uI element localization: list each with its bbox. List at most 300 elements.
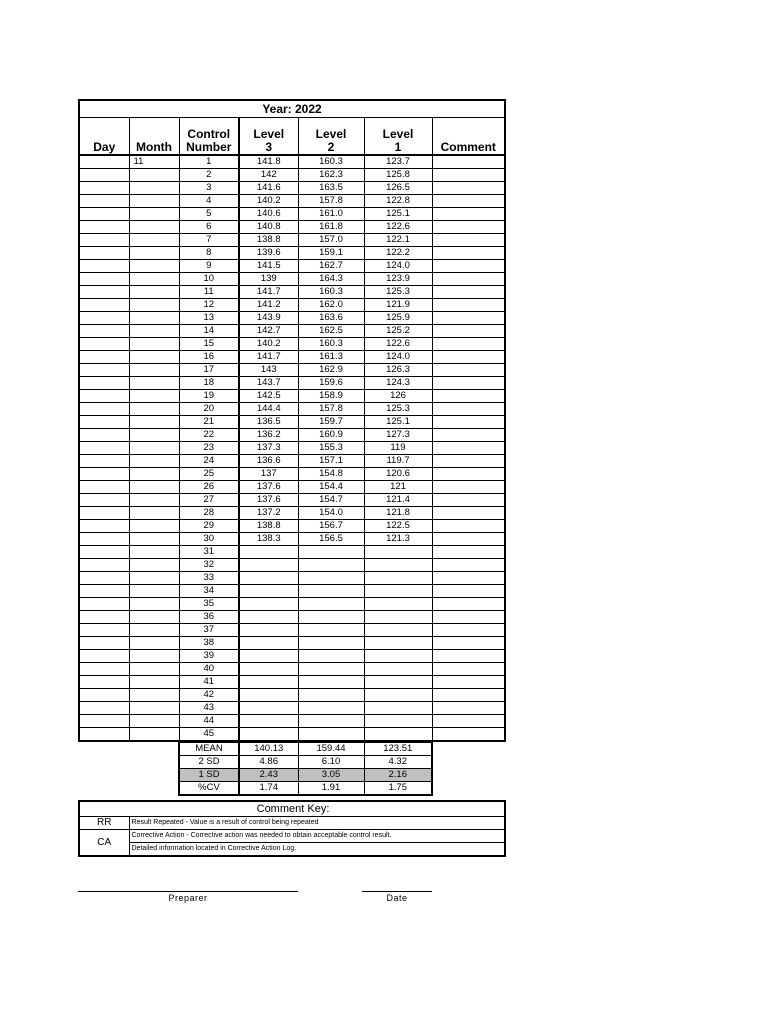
comment-cell <box>432 520 505 533</box>
comment-cell <box>432 312 505 325</box>
month-cell <box>129 585 179 598</box>
level-2-cell <box>298 598 364 611</box>
month-cell <box>129 416 179 429</box>
level-3-cell <box>239 676 298 689</box>
level-2-cell: 154.0 <box>298 507 364 520</box>
comment-cell <box>432 442 505 455</box>
level-3-cell: 141.5 <box>239 260 298 273</box>
level-3-cell: 137.2 <box>239 507 298 520</box>
day-cell <box>79 624 129 637</box>
control-number-cell: 44 <box>179 715 239 728</box>
day-cell <box>79 598 129 611</box>
stat-level-1: 4.32 <box>364 756 432 769</box>
month-cell <box>129 702 179 715</box>
table-row <box>79 702 505 715</box>
header-level-2: Level 2 <box>298 118 364 156</box>
control-number-cell: 14 <box>179 325 239 338</box>
control-number-cell: 4 <box>179 195 239 208</box>
comment-cell <box>432 286 505 299</box>
level-2-cell: 159.7 <box>298 416 364 429</box>
table-row <box>79 442 505 455</box>
day-cell <box>79 234 129 247</box>
level-1-cell: 121.8 <box>364 507 432 520</box>
table-row <box>79 689 505 702</box>
rr-code: RR <box>79 817 129 830</box>
control-number-cell: 24 <box>179 455 239 468</box>
level-3-cell: 142.5 <box>239 390 298 403</box>
table-row <box>79 208 505 221</box>
control-number-cell: 19 <box>179 390 239 403</box>
level-3-cell <box>239 611 298 624</box>
table-row <box>79 312 505 325</box>
rr-description: Result Repeated - Value is a result of control being repeated <box>129 817 505 830</box>
day-cell <box>79 702 129 715</box>
comment-cell <box>432 637 505 650</box>
stat-level-2: 1.91 <box>298 782 364 796</box>
month-cell <box>129 273 179 286</box>
level-1-cell: 127.3 <box>364 429 432 442</box>
table-row <box>79 221 505 234</box>
month-cell <box>129 455 179 468</box>
month-cell <box>129 247 179 260</box>
table-row <box>79 390 505 403</box>
level-2-cell: 160.3 <box>298 155 364 169</box>
header-control-number: Control Number <box>179 118 239 156</box>
day-cell <box>79 650 129 663</box>
level-3-cell: 141.7 <box>239 286 298 299</box>
control-number-cell: 6 <box>179 221 239 234</box>
level-2-cell: 162.0 <box>298 299 364 312</box>
level-2-cell: 162.5 <box>298 325 364 338</box>
control-number-cell: 15 <box>179 338 239 351</box>
control-number-cell: 9 <box>179 260 239 273</box>
level-3-cell <box>239 689 298 702</box>
control-number-cell: 42 <box>179 689 239 702</box>
month-cell <box>129 728 179 742</box>
table-row <box>79 338 505 351</box>
table-row <box>79 169 505 182</box>
level-2-cell: 154.4 <box>298 481 364 494</box>
comment-cell <box>432 429 505 442</box>
level-1-cell <box>364 663 432 676</box>
level-1-cell <box>364 598 432 611</box>
table-row <box>79 624 505 637</box>
day-cell <box>79 390 129 403</box>
stat-level-3: 140.13 <box>239 743 298 756</box>
level-2-cell: 157.8 <box>298 403 364 416</box>
comment-cell <box>432 273 505 286</box>
level-1-cell: 124.3 <box>364 377 432 390</box>
table-row <box>79 533 505 546</box>
month-cell <box>129 182 179 195</box>
header-level-1: Level 1 <box>364 118 432 156</box>
level-3-cell: 137 <box>239 468 298 481</box>
control-number-cell: 38 <box>179 637 239 650</box>
level-3-cell: 136.6 <box>239 455 298 468</box>
level-3-cell <box>239 663 298 676</box>
day-cell <box>79 481 129 494</box>
day-cell <box>79 455 129 468</box>
level-1-cell <box>364 728 432 742</box>
month-cell <box>129 715 179 728</box>
month-cell <box>129 481 179 494</box>
level-2-cell <box>298 546 364 559</box>
day-cell <box>79 429 129 442</box>
stats-row <box>179 769 432 782</box>
level-1-cell <box>364 650 432 663</box>
level-3-cell: 142.7 <box>239 325 298 338</box>
level-2-cell: 160.3 <box>298 338 364 351</box>
level-1-cell: 119 <box>364 442 432 455</box>
level-1-cell: 122.2 <box>364 247 432 260</box>
level-2-cell <box>298 611 364 624</box>
comment-cell <box>432 169 505 182</box>
comment-cell <box>432 364 505 377</box>
table-row <box>79 572 505 585</box>
control-number-cell: 33 <box>179 572 239 585</box>
level-1-cell: 126 <box>364 390 432 403</box>
level-1-cell: 122.6 <box>364 221 432 234</box>
level-1-cell: 125.1 <box>364 208 432 221</box>
level-2-cell: 163.6 <box>298 312 364 325</box>
level-2-cell: 160.3 <box>298 286 364 299</box>
comment-cell <box>432 468 505 481</box>
day-cell <box>79 403 129 416</box>
level-1-cell: 125.3 <box>364 286 432 299</box>
month-cell <box>129 195 179 208</box>
comment-cell <box>432 299 505 312</box>
comment-cell <box>432 650 505 663</box>
day-cell <box>79 221 129 234</box>
comment-cell <box>432 663 505 676</box>
stat-level-2: 3.05 <box>298 769 364 782</box>
level-2-cell: 157.1 <box>298 455 364 468</box>
level-3-cell <box>239 702 298 715</box>
level-1-cell: 123.7 <box>364 155 432 169</box>
month-cell <box>129 234 179 247</box>
level-2-cell <box>298 572 364 585</box>
header-month: Month <box>129 118 179 156</box>
level-1-cell: 126.5 <box>364 182 432 195</box>
day-cell <box>79 351 129 364</box>
ca-description-1: Corrective Action - Corrective action was needed to obtain acceptable control result. <box>129 830 505 843</box>
level-1-cell: 123.9 <box>364 273 432 286</box>
comment-cell <box>432 611 505 624</box>
level-1-cell: 124.0 <box>364 260 432 273</box>
stat-label: 1 SD <box>179 769 239 782</box>
control-number-cell: 28 <box>179 507 239 520</box>
comment-cell <box>432 155 505 169</box>
level-1-cell <box>364 715 432 728</box>
day-cell <box>79 364 129 377</box>
table-row <box>79 715 505 728</box>
level-1-cell: 122.6 <box>364 338 432 351</box>
comment-cell <box>432 546 505 559</box>
month-cell <box>129 624 179 637</box>
table-row <box>79 429 505 442</box>
comment-cell <box>432 195 505 208</box>
comment-cell <box>432 377 505 390</box>
table-row <box>79 611 505 624</box>
day-cell <box>79 520 129 533</box>
level-1-cell: 122.1 <box>364 234 432 247</box>
month-cell <box>129 520 179 533</box>
level-3-cell <box>239 715 298 728</box>
table-row <box>79 676 505 689</box>
comment-cell <box>432 260 505 273</box>
table-row <box>79 585 505 598</box>
table-row <box>79 351 505 364</box>
level-3-cell <box>239 559 298 572</box>
level-2-cell <box>298 637 364 650</box>
stat-level-1: 1.75 <box>364 782 432 796</box>
level-3-cell: 136.2 <box>239 429 298 442</box>
level-3-cell: 139 <box>239 273 298 286</box>
table-row <box>79 377 505 390</box>
comment-key-table <box>78 800 506 857</box>
level-2-cell <box>298 702 364 715</box>
level-2-cell <box>298 689 364 702</box>
level-2-cell <box>298 715 364 728</box>
level-1-cell <box>364 585 432 598</box>
day-cell <box>79 377 129 390</box>
day-cell <box>79 416 129 429</box>
level-1-cell: 125.8 <box>364 169 432 182</box>
month-cell <box>129 494 179 507</box>
level-2-cell: 157.8 <box>298 195 364 208</box>
comment-cell <box>432 715 505 728</box>
day-cell <box>79 533 129 546</box>
day-cell <box>79 689 129 702</box>
day-cell <box>79 728 129 742</box>
stat-label: 2 SD <box>179 756 239 769</box>
level-1-cell <box>364 611 432 624</box>
level-3-cell: 142 <box>239 169 298 182</box>
comment-cell <box>432 416 505 429</box>
comment-cell <box>432 702 505 715</box>
table-row <box>79 195 505 208</box>
month-cell <box>129 364 179 377</box>
day-cell <box>79 468 129 481</box>
level-3-cell: 141.7 <box>239 351 298 364</box>
comment-cell <box>432 507 505 520</box>
table-row <box>79 247 505 260</box>
month-cell <box>129 650 179 663</box>
table-row <box>79 182 505 195</box>
table-row <box>79 637 505 650</box>
control-number-cell: 27 <box>179 494 239 507</box>
stat-level-3: 1.74 <box>239 782 298 796</box>
control-number-cell: 17 <box>179 364 239 377</box>
statistics-table <box>178 742 433 796</box>
comment-cell <box>432 351 505 364</box>
comment-key-title: Comment Key: <box>79 801 505 817</box>
control-number-cell: 21 <box>179 416 239 429</box>
level-1-cell: 121.9 <box>364 299 432 312</box>
day-cell <box>79 260 129 273</box>
control-number-cell: 45 <box>179 728 239 742</box>
comment-cell <box>432 689 505 702</box>
comment-cell <box>432 338 505 351</box>
month-cell <box>129 299 179 312</box>
control-number-cell: 7 <box>179 234 239 247</box>
table-row <box>79 273 505 286</box>
level-3-cell <box>239 585 298 598</box>
level-2-cell <box>298 585 364 598</box>
header-comment: Comment <box>432 118 505 156</box>
level-1-cell: 121.4 <box>364 494 432 507</box>
date-label: Date <box>386 893 408 903</box>
day-cell <box>79 312 129 325</box>
level-2-cell: 156.5 <box>298 533 364 546</box>
level-1-cell: 125.9 <box>364 312 432 325</box>
level-2-cell: 158.9 <box>298 390 364 403</box>
comment-cell <box>432 403 505 416</box>
level-1-cell: 120.6 <box>364 468 432 481</box>
day-cell <box>79 338 129 351</box>
control-number-cell: 32 <box>179 559 239 572</box>
comment-cell <box>432 182 505 195</box>
table-row <box>79 663 505 676</box>
level-3-cell: 138.3 <box>239 533 298 546</box>
control-number-cell: 12 <box>179 299 239 312</box>
control-number-cell: 11 <box>179 286 239 299</box>
day-cell <box>79 572 129 585</box>
month-cell <box>129 468 179 481</box>
level-2-cell: 161.3 <box>298 351 364 364</box>
level-2-cell: 156.7 <box>298 520 364 533</box>
table-row <box>79 728 505 742</box>
table-row <box>79 598 505 611</box>
stat-level-3: 4.86 <box>239 756 298 769</box>
stats-row <box>179 756 432 769</box>
control-number-cell: 13 <box>179 312 239 325</box>
control-number-cell: 36 <box>179 611 239 624</box>
day-cell <box>79 286 129 299</box>
header-level-3: Level 3 <box>239 118 298 156</box>
level-1-cell: 124.0 <box>364 351 432 364</box>
stat-level-2: 6.10 <box>298 756 364 769</box>
control-number-cell: 10 <box>179 273 239 286</box>
level-3-cell <box>239 637 298 650</box>
day-cell <box>79 208 129 221</box>
level-1-cell <box>364 689 432 702</box>
level-2-cell: 162.3 <box>298 169 364 182</box>
level-3-cell: 138.8 <box>239 234 298 247</box>
level-1-cell <box>364 637 432 650</box>
level-3-cell <box>239 598 298 611</box>
control-number-cell: 5 <box>179 208 239 221</box>
qc-log-sheet <box>78 99 506 793</box>
level-1-cell <box>364 559 432 572</box>
table-row <box>79 650 505 663</box>
comment-cell <box>432 455 505 468</box>
preparer-label: Preparer <box>168 893 208 903</box>
month-cell <box>129 533 179 546</box>
table-row <box>79 559 505 572</box>
level-3-cell: 143.7 <box>239 377 298 390</box>
month-cell <box>129 208 179 221</box>
ca-code: CA <box>79 830 129 857</box>
table-row <box>79 155 505 169</box>
level-1-cell: 126.3 <box>364 364 432 377</box>
day-cell <box>79 195 129 208</box>
day-cell <box>79 325 129 338</box>
level-2-cell: 162.9 <box>298 364 364 377</box>
table-row <box>79 520 505 533</box>
level-3-cell: 141.8 <box>239 155 298 169</box>
year-title: Year: 2022 <box>79 100 505 118</box>
level-1-cell <box>364 624 432 637</box>
table-row <box>79 455 505 468</box>
level-3-cell: 137.3 <box>239 442 298 455</box>
preparer-signature-line <box>78 891 298 892</box>
month-cell <box>129 260 179 273</box>
level-2-cell: 159.6 <box>298 377 364 390</box>
month-cell <box>129 507 179 520</box>
stat-level-1: 2.16 <box>364 769 432 782</box>
month-cell <box>129 351 179 364</box>
comment-cell <box>432 208 505 221</box>
control-number-cell: 37 <box>179 624 239 637</box>
level-3-cell: 140.2 <box>239 338 298 351</box>
level-3-cell: 141.6 <box>239 182 298 195</box>
comment-cell <box>432 624 505 637</box>
table-row <box>79 468 505 481</box>
month-cell <box>129 338 179 351</box>
control-number-cell: 29 <box>179 520 239 533</box>
month-cell <box>129 390 179 403</box>
stat-level-2: 159.44 <box>298 743 364 756</box>
month-cell <box>129 676 179 689</box>
day-cell <box>79 169 129 182</box>
level-3-cell: 143.9 <box>239 312 298 325</box>
level-2-cell: 154.7 <box>298 494 364 507</box>
stats-row <box>179 743 432 756</box>
table-row <box>79 260 505 273</box>
control-number-cell: 39 <box>179 650 239 663</box>
table-row <box>79 494 505 507</box>
control-number-cell: 31 <box>179 546 239 559</box>
table-row <box>79 481 505 494</box>
stat-label: %CV <box>179 782 239 796</box>
level-2-cell: 155.3 <box>298 442 364 455</box>
month-cell <box>129 598 179 611</box>
month-cell <box>129 429 179 442</box>
header-row <box>79 118 505 156</box>
level-1-cell: 125.1 <box>364 416 432 429</box>
level-1-cell: 125.3 <box>364 403 432 416</box>
day-cell <box>79 494 129 507</box>
day-cell <box>79 247 129 260</box>
date-signature-line <box>362 891 432 892</box>
level-3-cell <box>239 546 298 559</box>
stat-label: MEAN <box>179 743 239 756</box>
level-3-cell: 141.2 <box>239 299 298 312</box>
month-cell <box>129 325 179 338</box>
month-cell <box>129 442 179 455</box>
day-cell <box>79 546 129 559</box>
level-3-cell: 140.6 <box>239 208 298 221</box>
level-2-cell <box>298 676 364 689</box>
level-3-cell: 136.5 <box>239 416 298 429</box>
level-2-cell <box>298 728 364 742</box>
level-3-cell: 138.8 <box>239 520 298 533</box>
table-row <box>79 546 505 559</box>
level-1-cell: 122.8 <box>364 195 432 208</box>
level-3-cell: 143 <box>239 364 298 377</box>
level-1-cell: 121 <box>364 481 432 494</box>
